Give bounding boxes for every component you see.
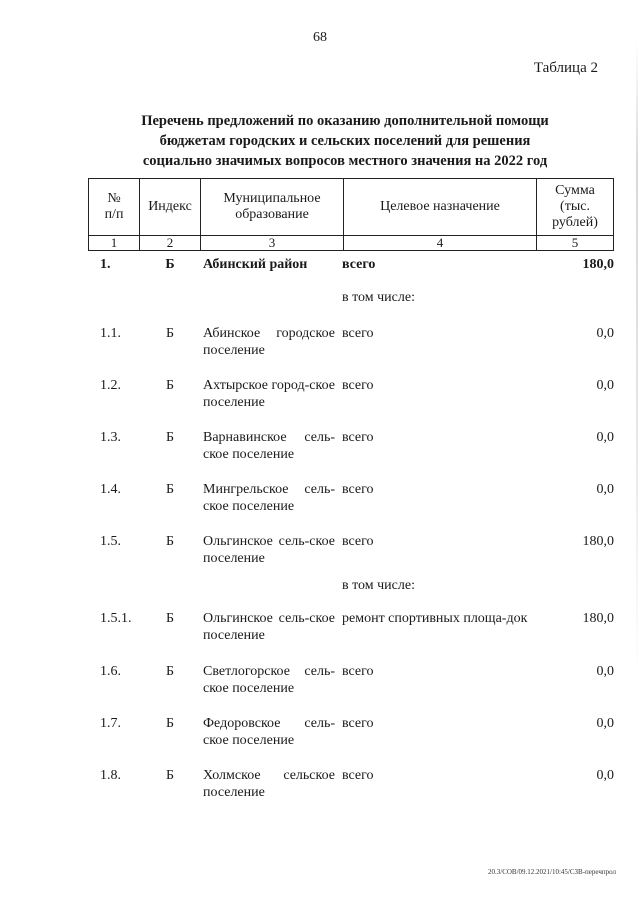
row-index: Б	[165, 378, 175, 393]
header-municipality-cell	[201, 179, 344, 236]
row-sum: 0,0	[596, 664, 614, 679]
header-number-cell	[89, 179, 140, 236]
row-index: Б	[165, 430, 175, 445]
row-number: 1.3.	[100, 430, 121, 445]
table-label: Таблица 2	[533, 60, 598, 76]
table-header	[88, 178, 614, 251]
row-purpose: всего	[342, 664, 374, 679]
row-sum: 0,0	[596, 326, 614, 341]
header-sum-cell	[537, 179, 614, 236]
row-sum: 180,0	[582, 257, 614, 272]
row-number: 1.8.	[100, 768, 121, 783]
column-number-1: 1	[89, 236, 140, 251]
row-purpose: всего	[342, 378, 374, 393]
row-index: Б	[165, 611, 175, 626]
row-sum: 0,0	[596, 768, 614, 783]
row-sum: 180,0	[582, 611, 614, 626]
header-number-abbr: п/п	[104, 207, 124, 222]
row-index: Б	[165, 664, 175, 679]
row-municipality: Ахтырское город-ское поселение	[203, 378, 335, 410]
header-sum-line-2: (тыс. рублей)	[552, 199, 598, 230]
row-purpose: всего	[342, 326, 374, 341]
header-municipality-line-1: Муниципальное	[223, 191, 321, 206]
subheading-including: в том числе:	[342, 290, 415, 305]
row-index: Б	[165, 768, 175, 783]
header-sum-line-1: Сумма	[555, 183, 595, 198]
row-purpose: всего	[342, 768, 374, 783]
row-number: 1.4.	[100, 482, 121, 497]
row-purpose: всего	[342, 430, 374, 445]
subheading-including: в том числе:	[342, 578, 415, 593]
row-number: 1.	[100, 257, 111, 272]
row-sum: 180,0	[582, 534, 614, 549]
row-number: 1.7.	[100, 716, 121, 731]
row-index: Б	[165, 326, 175, 341]
row-municipality: Варнавинское сель-ское поселение	[203, 430, 335, 462]
row-purpose: всего	[342, 716, 374, 731]
header-municipality-line-2: образование	[235, 207, 309, 222]
header-number-sign: №	[107, 191, 121, 206]
row-municipality: Светлогорское сель-ское поселение	[203, 664, 335, 696]
row-municipality: Ольгинское сель-ское поселение	[203, 534, 335, 566]
row-municipality: Федоровское сель-ское поселение	[203, 716, 335, 748]
row-purpose: всего	[342, 534, 374, 549]
footer-document-code: 20.3/СОВ/09.12.2021/10:45/СЗВ-перечпрол	[488, 868, 616, 876]
column-number-5: 5	[537, 236, 614, 251]
row-number: 1.5.	[100, 534, 121, 549]
row-purpose: ремонт спортивных площа-док	[342, 611, 528, 626]
row-index: Б	[165, 716, 175, 731]
row-municipality: Абинское городское поселение	[203, 326, 335, 358]
row-index: Б	[165, 534, 175, 549]
row-municipality: Холмское сельское поселение	[203, 768, 335, 800]
title-line-3: социально значимых вопросов местного значения на 2022 год	[142, 153, 548, 169]
column-number-3: 3	[201, 236, 344, 251]
header-purpose: Целевое назначение	[344, 179, 537, 236]
row-number: 1.2.	[100, 378, 121, 393]
row-purpose: всего	[342, 482, 374, 497]
row-sum: 0,0	[596, 716, 614, 731]
scan-edge-shadow	[636, 40, 638, 680]
header-index: Индекс	[140, 179, 201, 236]
column-number-4: 4	[344, 236, 537, 251]
column-number-2: 2	[140, 236, 201, 251]
row-municipality: Абинский район	[203, 257, 308, 272]
row-number: 1.6.	[100, 664, 121, 679]
row-sum: 0,0	[596, 430, 614, 445]
row-purpose: всего	[342, 257, 376, 272]
row-index: Б	[165, 257, 175, 272]
row-number: 1.5.1.	[100, 611, 132, 626]
row-index: Б	[165, 482, 175, 497]
document-title	[80, 111, 610, 171]
title-line-2: бюджетам городских и сельских поселений для решения	[159, 133, 531, 149]
page-number: 68	[313, 30, 327, 45]
row-municipality: Ольгинское сель-ское поселение	[203, 611, 335, 643]
title-line-1: Перечень предложений по оказанию дополнительной помощи	[141, 113, 549, 129]
row-sum: 0,0	[596, 378, 614, 393]
row-municipality: Мингрельское сель-ское поселение	[203, 482, 335, 514]
row-sum: 0,0	[596, 482, 614, 497]
row-number: 1.1.	[100, 326, 121, 341]
